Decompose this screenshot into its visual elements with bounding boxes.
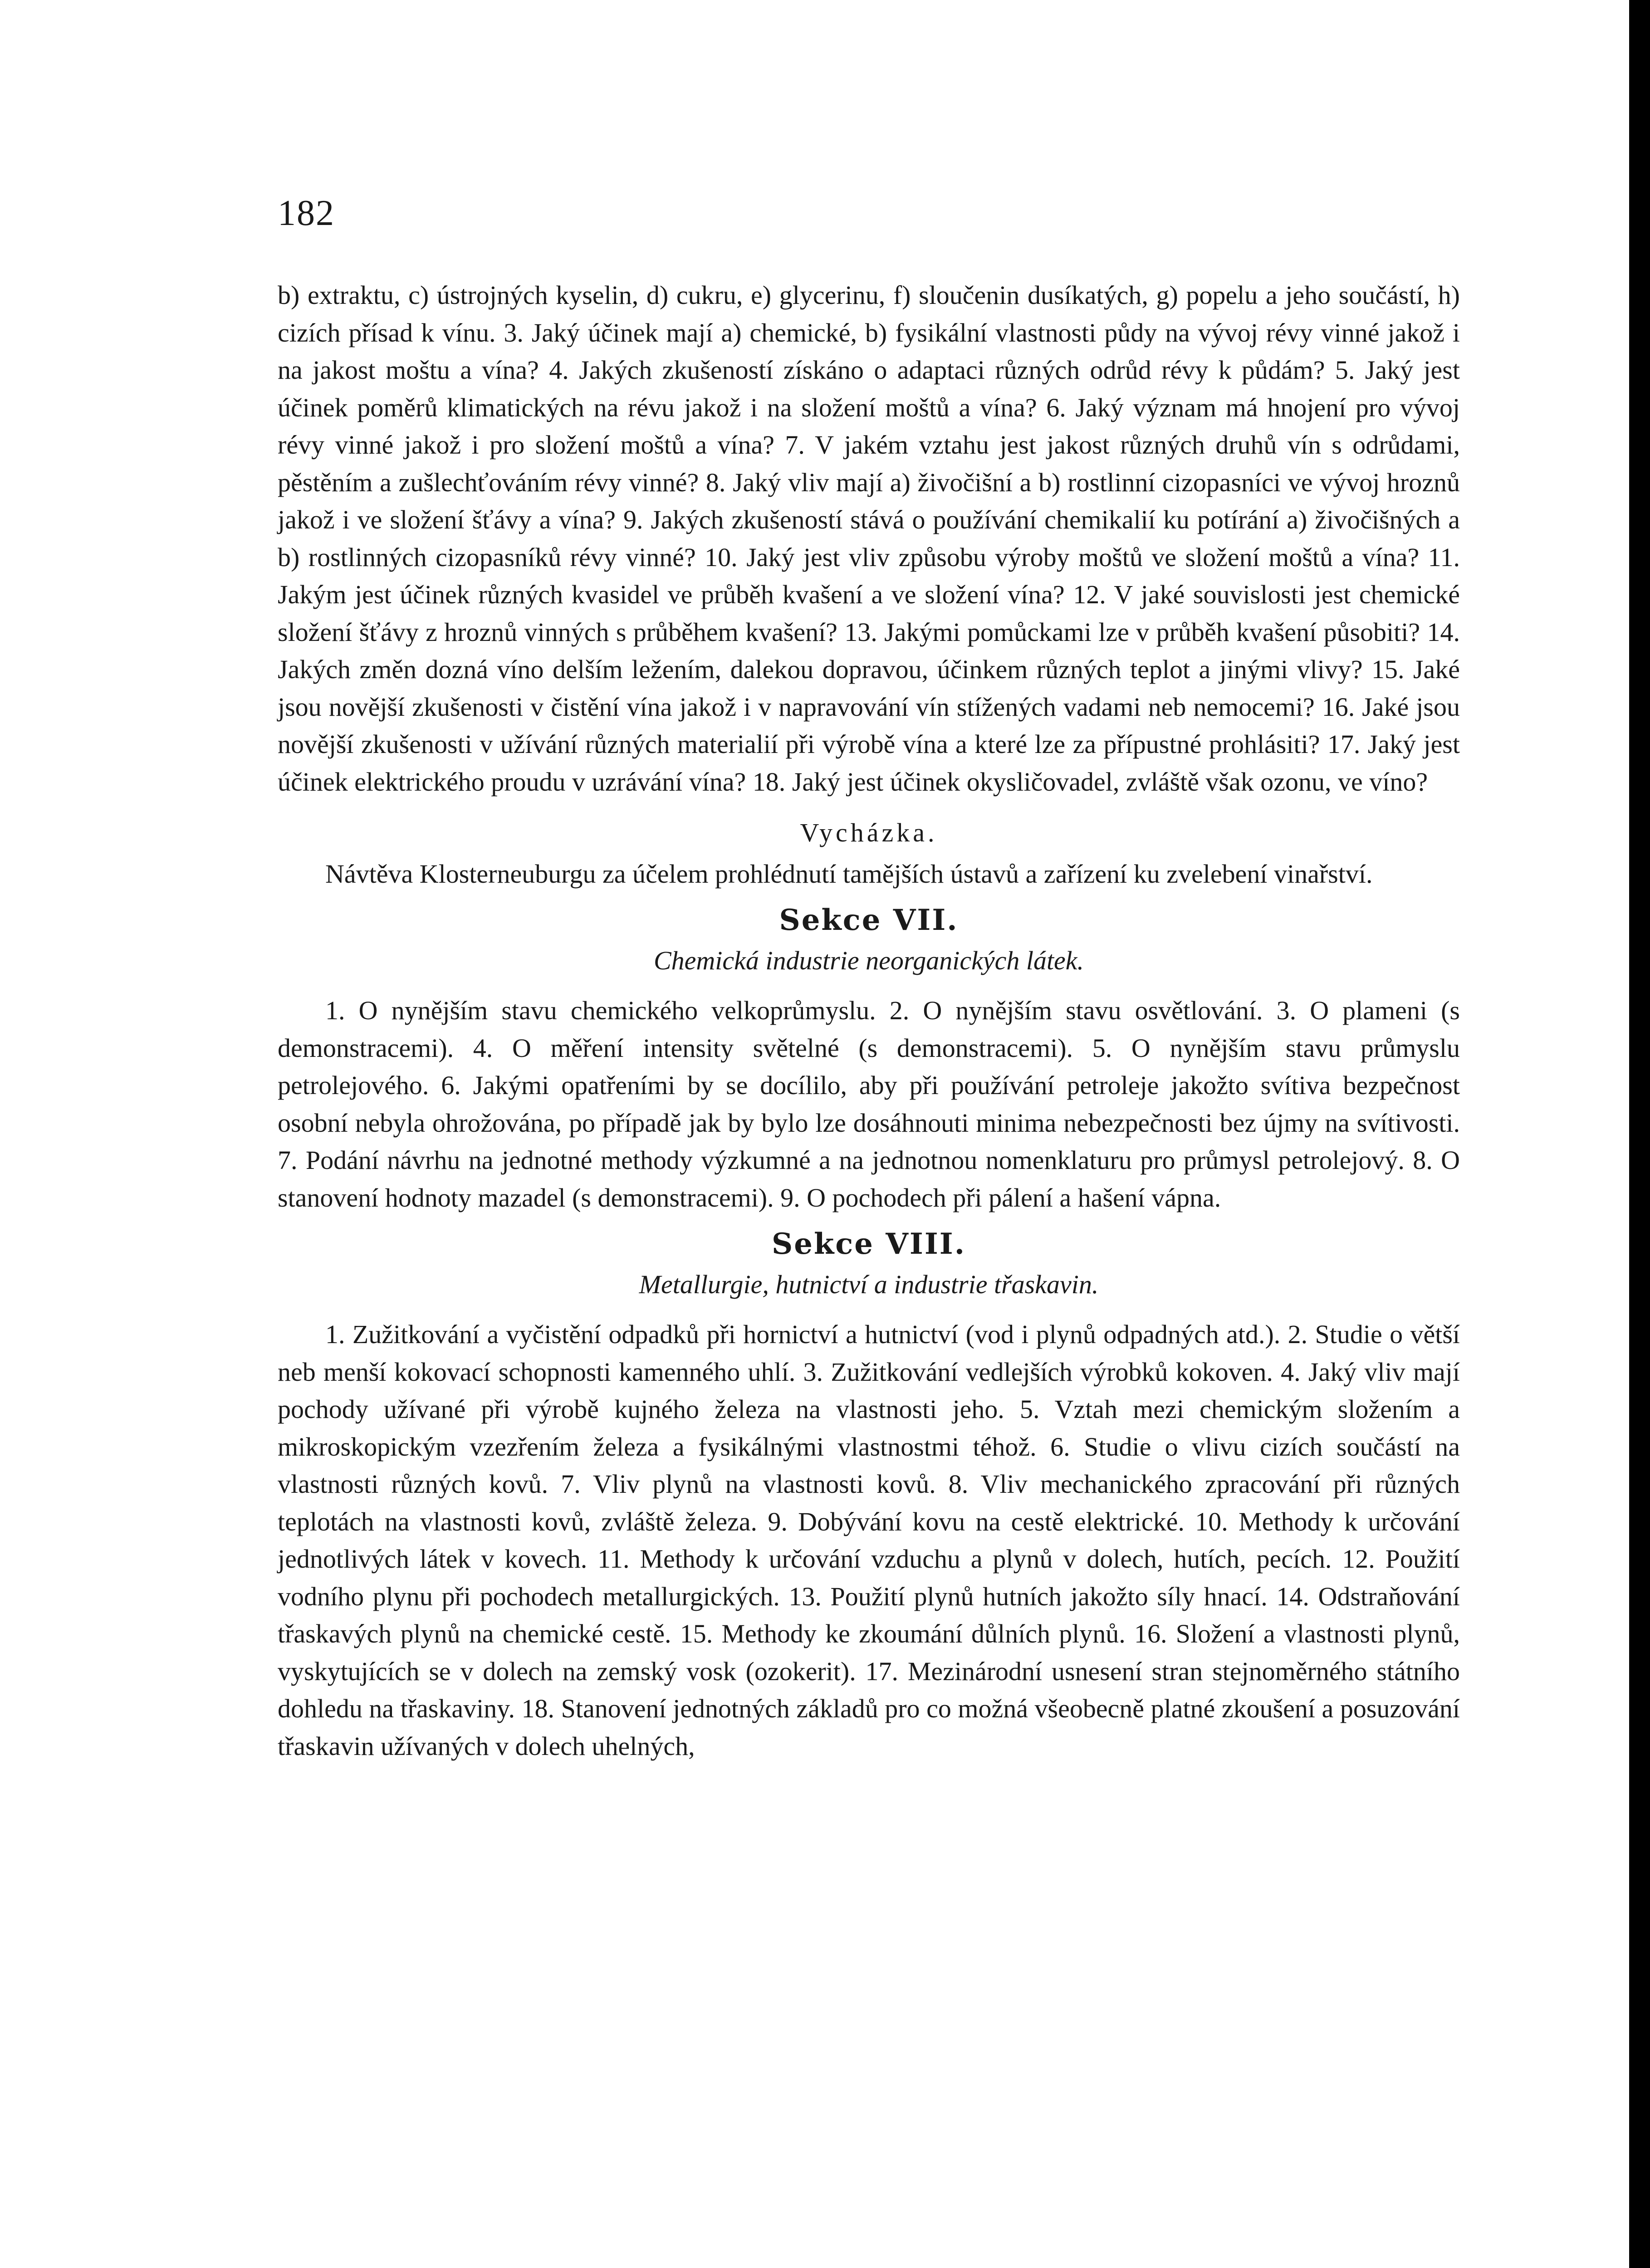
section-8-subtitle: Metallurgie, hutnictví a industrie třaskavin. — [639, 1269, 1099, 1299]
intro-paragraph: b) extraktu, c) ústrojných kyselin, d) cukru, e) glycerinu, f) sloučenin dusíkatých, g) popelu a jeho součástí, h) cizích přísad k vínu. 3. Jaký účinek mají a) chemické, b) fysikální vlastnosti půdy na vývoj révy vinné jakož i na jakost moštu a vína? 4. Jakých zkušeností získáno o adaptaci různých odrůd révy k půdám? 5. Jaký jest účinek poměrů klimatických na révu jakož i na složení moštů a vína? 6. Jaký význam má hnojení pro vývoj révy vinné jakož i pro složení moštů a vína? 7. V jakém vztahu jest jakost různých druhů vín s odrůdami, pěstěním a zušlechťováním révy vinné? 8. Jaký vliv mají a) živočišní a b) rostlinní cizopasníci ve vývoj hroznů jakož i ve složení šťávy a vína? 9. Jakých zkušeností stává o používání chemikalií ku potírání a) živočišných a b) rostlinných cizopasníků révy vinné? 10. Jaký jest vliv způsobu výroby moštů ve složení moštů a vína? 11. Jakým jest účinek různých kvasidel ve průběh kvašení a ve složení vína? 12. V jaké souvislosti jest chemické složení šťávy z hroznů vinných s průběhem kvašení? 13. Jakými pomůckami lze v průběh kvašení působiti? 14. Jakých změn dozná víno delším ležením, dalekou dopravou, účinkem různých teplot a jinými vlivy? 15. Jaké jsou novější zkušenosti v čistění vína jakož i v napravování vín stížených vadami neb nemocemi? 16. Jaké jsou novější zkušenosti v užívání různých materialií při výrobě vína a které lze za přípustné prohlásiti? 17. Jaký jest účinek elektrického proudu v uzrávání vína? 18. Jaký jest účinek okysličovadel, zvláště však ozonu, ve víno? — [278, 280, 1460, 797]
section-7-text: 1. O nynějším stavu chemického velkoprůmyslu. 2. O nynějším stavu osvětlování. 3. O plameni (s demonstracemi). 4. O měření intensity světelné (s demonstracemi). 5. O nynějším stavu průmyslu petrolejového. 6. Jakými opatřeními by se docílilo, aby při používání petroleje jakožto svítiva bezpečnost osobní nebyla ohrožována, po případě jak by bylo lze dosáhnouti minima nebezpečnosti bez újmy na svítivosti. 7. Podání návrhu na jednotné methody výzkumné a na jednotnou nomenklaturu pro průmysl petrolejový. 8. O stanovení hodnoty mazadel (s demonstracemi). 9. O pochodech při pálení a hašení vápna. — [278, 996, 1460, 1212]
excursion-text: Návtěva Klosterneuburgu za účelem prohlédnutí tamějších ústavů a zařízení ku zvelebení vinařství. — [325, 859, 1373, 889]
section-7-heading: Sekce VII. — [779, 903, 959, 937]
page-number: 182 — [278, 193, 335, 233]
page-body — [278, 277, 1460, 1765]
scan-border-right — [1629, 0, 1650, 2268]
excursion-title: Vycházka. — [800, 818, 938, 847]
section-8-heading: Sekce VIII. — [772, 1227, 966, 1261]
section-7-subtitle: Chemická industrie neorganických látek. — [653, 945, 1084, 975]
section-8-text: 1. Zužitkování a vyčistění odpadků při hornictví a hutnictví (vod i plynů odpadných atd.). 2. Studie o větší neb menší kokovací schopnosti kamenného uhlí. 3. Zužitkování vedlejších výrobků kokoven. 4. Jaký vliv mají pochody užívané při výrobě kujného železa na vlastnosti jeho. 5. Vztah mezi chemickým složením a mikroskopickým vzezřením železa a fysikálnými vlastnostmi téhož. 6. Studie o vlivu cizích součástí na vlastnosti různých kovů. 7. Vliv plynů na vlastnosti kovů. 8. Vliv mechanického zpracování při různých teplotách na vlastnosti kovů, zvláště železa. 9. Dobývání kovu na cestě elektrické. 10. Methody k určování jednotlivých látek v kovech. 11. Methody k určování vzduchu a plynů v dolech, hutích, pecích. 12. Použití vodního plynu při pochodech metallurgických. 13. Použití plynů hutních jakožto síly hnací. 14. Odstraňování třaskavých plynů na chemické cestě. 15. Methody ke zkoumání důlních plynů. 16. Složení a vlastnosti plynů, vyskytujících se v dolech na zemský vosk (ozokerit). 17. Mezinárodní usnesení stran stejnoměrného státního dohledu na třaskaviny. 18. Stanovení jednotných základů pro co možná všeobecně platné zkoušení a posuzování třaskavin užívaných v dolech uhelných, — [278, 1320, 1460, 1761]
